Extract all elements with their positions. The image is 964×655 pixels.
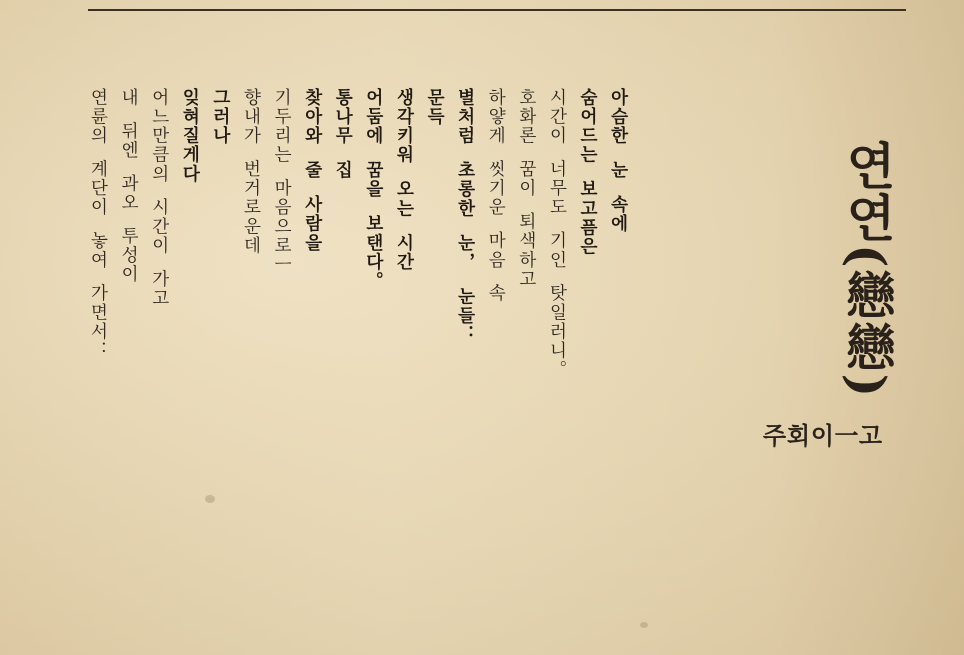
poem-line: 어둠에 꿈을 보탠다。 bbox=[363, 88, 384, 291]
top-rule-divider bbox=[88, 9, 906, 11]
poem-line: 시간이 너무도 기인 탓일러니。 bbox=[546, 88, 567, 380]
poem-line: 숨어드는 보고픔은 bbox=[577, 88, 598, 257]
poem-line: 기두리는 마음으로ㅡ bbox=[271, 88, 292, 275]
author-char: 一 bbox=[830, 423, 859, 447]
paper-stain bbox=[640, 622, 648, 628]
poem-line: 잊혀질게다 bbox=[179, 88, 200, 184]
poem-line: 문득 bbox=[424, 88, 445, 127]
poem-line: 찾아와 줄 사람을 bbox=[302, 88, 323, 253]
author-name bbox=[758, 255, 883, 615]
poem-line: 호화론 꿈이 퇴색하고 bbox=[516, 88, 537, 289]
poem-line: 내 뒤엔 과오 투성이 bbox=[118, 88, 139, 284]
poem-line: 별처럼 초롱한 눈， 눈들： bbox=[455, 88, 476, 345]
poem-line: 연륜의 계단이 놓여 가면서： bbox=[88, 88, 108, 361]
poem-line: 생각키워 오는 시간 bbox=[393, 88, 414, 272]
poem-line: 통나무 집 bbox=[332, 88, 353, 180]
author-char: 회 bbox=[782, 423, 811, 447]
poem-title: 연연(戀戀) bbox=[838, 140, 897, 400]
poem-line: 그러나 bbox=[210, 88, 231, 146]
author-char: 주 bbox=[758, 423, 787, 447]
poem-line: 하얗게 씻기운 마음 속 bbox=[485, 88, 506, 303]
poem-line: 어느만큼의 시간이 가고 bbox=[149, 88, 170, 308]
poem-line: 향내가 번거로운데 bbox=[240, 88, 261, 256]
poem-line: 아슴한 눈 속에 bbox=[608, 88, 629, 234]
author-char: 이 bbox=[806, 423, 835, 447]
poem-body bbox=[84, 88, 629, 548]
author-char: 고 bbox=[854, 423, 883, 447]
